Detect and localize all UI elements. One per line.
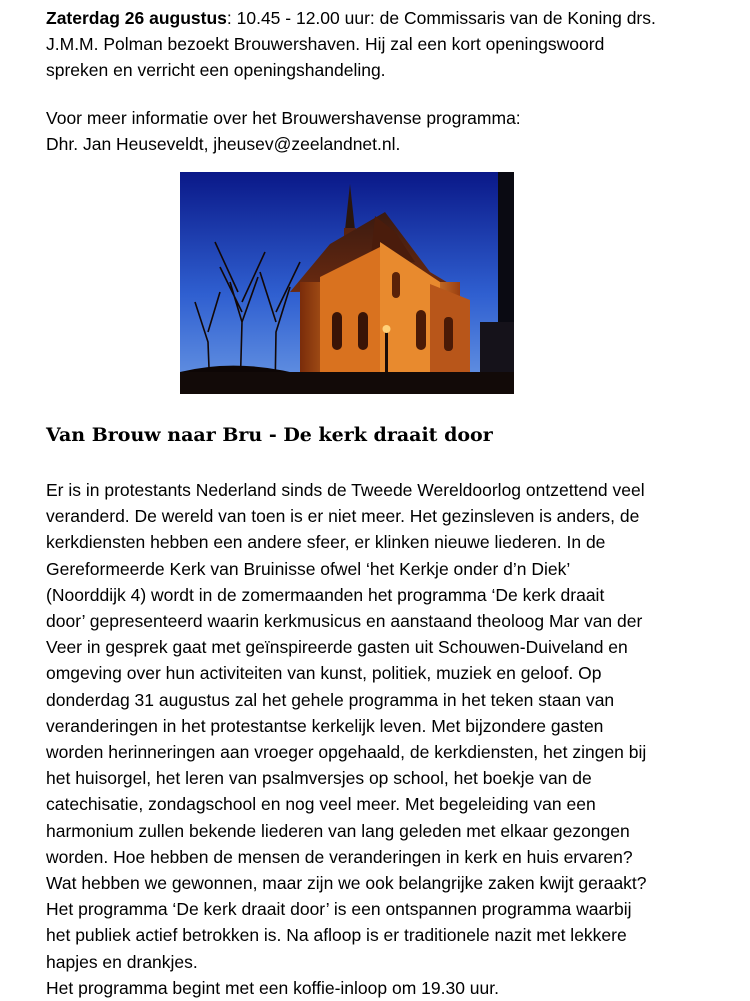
intro-line-1: : 10.45 - 12.00 uur: de Commissaris van de Koning drs. [226,8,656,28]
article-line: veranderingen in het protestantse kerkelijk leven. Met bijzondere gasten [46,715,604,736]
article-line: worden herinneringen aan vroeger opgehaald, de kerkdiensten, het zingen bij [46,742,647,763]
contact-line-1: Voor meer informatie over het Brouwershavense programma: [46,108,521,128]
article-line: Wat hebben we gewonnen, maar zijn we ook belangrijke zaken kwijt geraakt? [46,873,647,894]
article-title: Van Brouw naar Bru - De kerk draait door [46,424,493,446]
article-line: catechisatie, zondagschool en nog veel meer. Met begeleiding van een [46,794,596,815]
contact-paragraph [46,105,716,157]
article-line: donderdag 31 augustus zal het gehele programma in het teken staan van [46,689,615,710]
article-line: worden. Hoe hebben de mensen de veranderingen in kerk en huis ervaren? [46,846,633,867]
article-line: veranderd. De wereld van toen is er niet meer. Het gezinsleven is anders, de [46,506,640,527]
article-line: Veer in gesprek gaat met geïnspireerde gasten uit Schouwen-Duiveland en [46,637,628,658]
intro-line-3: spreken en verricht een openingshandeling. [46,60,386,80]
article-line: het huisorgel, het leren van psalmversjes op school, het boekje van de [46,768,592,789]
article-body [46,477,721,1001]
article-line: hapjes en drankjes. [46,951,198,972]
contact-line-2: Dhr. Jan Heuseveldt, jheusev@zeelandnet.nl. [46,134,401,154]
article-line: Gereformeerde Kerk van Bruinisse ofwel ‘het Kerkje onder d’n Diek’ [46,558,571,579]
intro-paragraph [46,0,716,83]
article-line: harmonium zullen bekende liederen van lang geleden met elkaar gezongen [46,820,630,841]
article-line: het publiek actief betrokken is. Na afloop is er traditionele nazit met lekkere [46,925,627,946]
intro-line-2: J.M.M. Polman bezoekt Brouwershaven. Hij zal een kort openingswoord [46,34,605,54]
document-page [46,0,716,157]
article-line: omgeving over hun activiteiten van kunst, politiek, muziek en geloof. Op [46,663,602,684]
article-line: kerkdiensten hebben een andere sfeer, er klinken nieuwe liederen. In de [46,532,606,553]
article-line: Er is in protestants Nederland sinds de Tweede Wereldoorlog ontzettend veel [46,480,645,500]
intro-date: Zaterdag 26 augustus [46,8,227,28]
church-photo [180,172,514,394]
article-line: (Noorddijk 4) wordt in de zomermaanden het programma ‘De kerk draait [46,584,605,605]
article-line: Het programma begint met een koffie-inloop om 19.30 uur. [46,977,499,998]
article-line: Het programma ‘De kerk draait door’ is een ontspannen programma waarbij [46,899,632,920]
article-line: door’ gepresenteerd waarin kerkmusicus en aanstaand theoloog Mar van der [46,611,643,632]
